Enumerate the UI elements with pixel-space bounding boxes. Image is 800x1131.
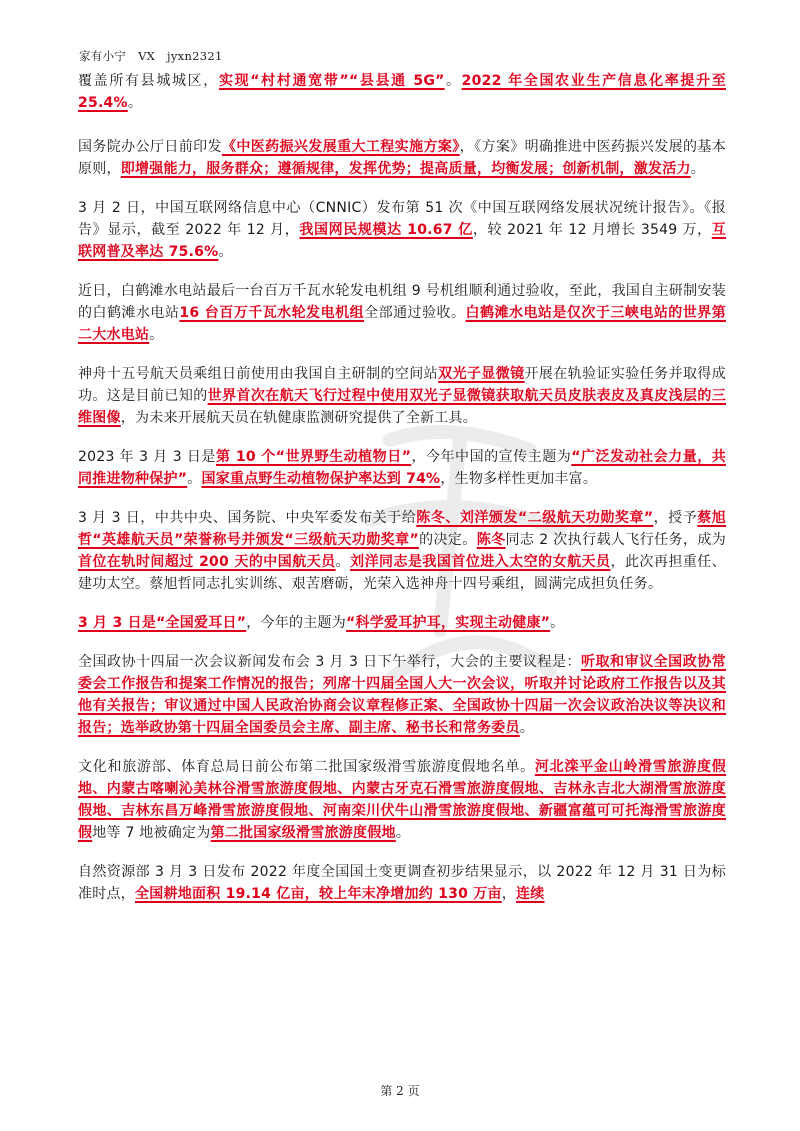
body-text: 。	[519, 720, 534, 736]
highlighted-text: 蔡旭哲“英雄航天员”荣誉称号并颁发“三级航天功勋奖章”	[78, 510, 727, 548]
body-text: 覆盖所有县城城区，	[78, 73, 219, 89]
body-text: 3 月 3 日，中共中央、国务院、中央军委发布关于给	[78, 510, 417, 526]
highlighted-text: 听取和审议全国政协常委会工作报告和提案工作情况的报告；列席十四届全国人大一次会议，听取并讨论政府工作报告以及其他有关报告；审议通过中国人民政治协商会议章程修正案、全国政协十四届一次会议政治决议等决议和报告；选举政协第十四届全国委员会主席、副主席、秘书长和常务委员	[78, 654, 726, 736]
paragraph	[78, 756, 726, 844]
body-text: 的决定。	[418, 532, 477, 548]
body-text: 文化和旅游部、体育总局日前公布第二批国家级滑雪旅游度假地名单。	[78, 759, 535, 775]
paragraph	[78, 507, 726, 595]
body-text: 2023 年 3 月 3 日是	[78, 449, 216, 465]
article-body	[78, 70, 726, 922]
highlighted-text: 世界首次在航天飞行过程中使用双光子显微镜获取航天员皮肤表皮及真皮浅层的三维图像	[78, 388, 727, 426]
body-text: ，	[501, 886, 517, 902]
paragraph	[78, 363, 726, 429]
highlighted-text: 《中医药振兴发展重大工程实施方案》	[221, 139, 460, 155]
body-text: 全部通过验收。	[364, 305, 466, 321]
body-text: 自然资源部 3 月 3 日发布 2022 年度全国国土变更调查初步结果显示，以 2022 年 12 月 31 日为标准时点，	[78, 864, 726, 902]
highlighted-text: 全国耕地面积 19.14 亿亩，较上年末净增加约 130 万亩	[135, 886, 502, 902]
body-text: ，今年中国的宣传主题为	[411, 449, 572, 465]
highlighted-text: 16 台百万千瓦水轮发电机组	[179, 305, 365, 321]
body-text: 。	[550, 615, 565, 631]
body-text: 国务院办公厅日前印发	[78, 139, 222, 155]
highlighted-text: 陈冬、刘洋颁发“二级航天功勋奖章”	[416, 510, 654, 526]
highlighted-text: 3 月 3 日是“全国爱耳日”	[78, 615, 247, 631]
paragraph	[78, 612, 726, 634]
body-text: ，授予	[653, 510, 698, 526]
body-text: 。	[187, 471, 202, 487]
body-text: 。	[690, 161, 705, 177]
paragraph	[78, 197, 726, 263]
highlighted-text: 2022 年全国农业生产信息化率提升至 25.4%	[78, 73, 726, 111]
highlighted-text: 刘洋同志是我国首位进入太空的女航天员	[350, 554, 611, 570]
highlighted-text: 陈冬	[476, 532, 506, 548]
page-number: 第 2 页	[380, 1084, 420, 1098]
highlighted-text: 河北滦平金山岭滑雪旅游度假地、内蒙古喀喇沁美林谷滑雪旅游度假地、内蒙古牙克石滑雪旅游度假地、吉林永吉北大湖滑雪旅游度假地、吉林东昌万峰滑雪旅游度假地、河南栾川伏牛山滑雪旅游度假地、新疆富蕴可可托海滑雪旅游度假	[78, 759, 727, 841]
body-text: 。	[149, 327, 164, 343]
highlighted-text: 国家重点野生动植物保护率达到 74%	[201, 471, 441, 487]
paragraph	[78, 446, 726, 490]
body-text: 。	[395, 825, 411, 841]
body-text: 。	[335, 554, 351, 570]
highlighted-text: “科学爱耳护耳，实现主动健康”	[346, 615, 551, 631]
body-text: ，为未来开展航天员在轨健康监测研究提供了全新工具。	[120, 410, 477, 426]
paragraph	[78, 651, 726, 739]
body-text: 地等 7 地被确定为	[92, 825, 211, 841]
body-text: 3 月 2 日，中国互联网络信息中心（CNNIC）发布第 51 次《中国互联网络发展状况统计报告》。《报告》显示，截至 2022 年 12 月，	[78, 200, 726, 238]
highlighted-text: 实现“村村通宽带”“县县通 5G”	[218, 73, 445, 89]
body-text: ，此次再担重任、建功太空。蔡旭哲同志扎实训练、艰苦磨砺，光荣入选神舟十四号乘组，圆满完成担负任务。	[78, 554, 727, 592]
body-text: ，今年的主题为	[246, 615, 347, 631]
paragraph	[78, 136, 726, 180]
paragraph	[78, 70, 726, 114]
body-text: ，生物多样性更加丰富。	[440, 471, 598, 487]
body-text: 。	[218, 244, 233, 260]
highlighted-text: 第 10 个“世界野生动植物日”	[215, 449, 412, 465]
highlighted-text: 首位在轨时间超过 200 天的中国航天员	[78, 554, 336, 570]
highlighted-text: 互联网普及率达 75.6%	[78, 222, 727, 260]
body-text: 。	[444, 73, 462, 89]
highlighted-text: 白鹤滩水电站是仅次于三峡电站的世界第二大水电站	[78, 305, 727, 343]
highlighted-text: 第二批国家级滑雪旅游度假地	[210, 825, 396, 841]
body-text: 开展在轨验证实验任务并取得成功。这是目前已知的	[78, 366, 727, 404]
body-text: 近日，白鹤滩水电站最后一台百万千瓦水轮发电机组 9 号机组顺利通过验收，至此，我国自主研制安装的白鹤滩水电站	[78, 283, 726, 321]
paragraph	[78, 861, 726, 905]
body-text: 全国政协十四届一次会议新闻发布会 3 月 3 日下午举行，大会的主要议程是：	[78, 654, 582, 670]
highlighted-text: 双光子显微镜	[438, 366, 525, 382]
paragraph	[78, 280, 726, 346]
highlighted-text: 我国网民规模达 10.67 亿	[299, 222, 473, 238]
highlighted-text: 即增强能力，服务群众；遵循规律，发挥优势；提高质量，均衡发展；创新机制，激发活力	[120, 161, 691, 177]
highlighted-text: “广泛发动社会力量，共同推进物种保护”	[78, 449, 727, 487]
body-text: ，《方案》明确推进中医药振兴发展的基本原则，	[78, 139, 727, 177]
body-text: 。	[127, 95, 143, 111]
body-text: ，较 2021 年 12 月增长 3549 万，	[472, 222, 712, 238]
page-header: 家有小宁 VX jyxn2321	[79, 49, 223, 63]
highlighted-text: 连续	[516, 886, 545, 902]
body-text: 神舟十五号航天员乘组日前使用由我国自主研制的空间站	[78, 366, 439, 382]
body-text: 同志 2 次执行载人飞行任务，成为	[505, 532, 727, 548]
